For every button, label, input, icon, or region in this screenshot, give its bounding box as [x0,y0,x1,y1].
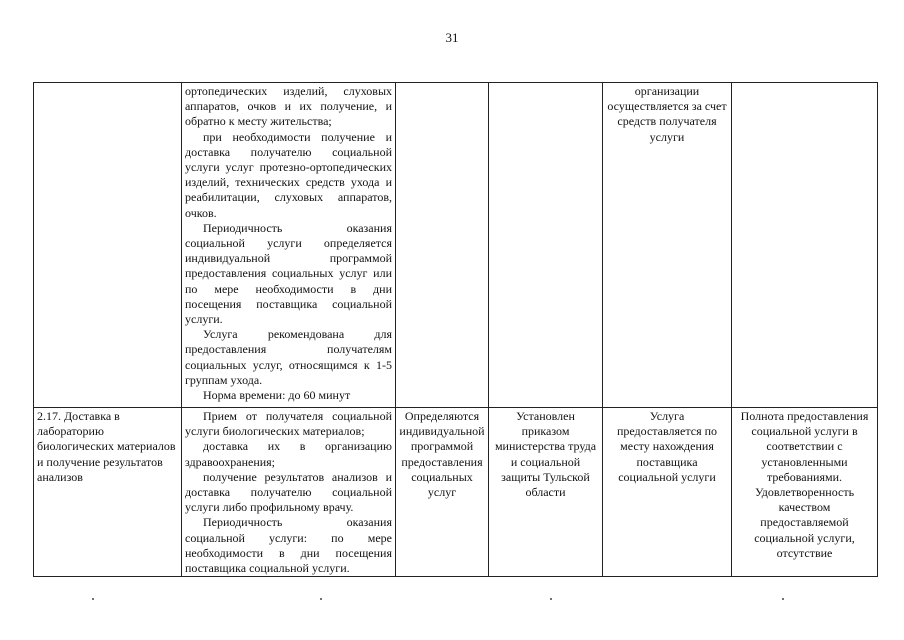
conditions-cell [603,83,732,408]
quality-cell [732,408,878,577]
tariff-text: Установлен приказом министерства труда и социальной защиты Тульской области [494,409,597,500]
volume-cell [396,408,489,577]
scan-dot [782,598,784,600]
scan-dot [320,598,322,600]
description-paragraph: получение результатов анализов и доставка получателю социальной услуги либо профильному врачу. [185,469,392,515]
volume-text: Определяются индивидуальной программой предоставления социальных услуг [399,409,485,500]
page-number: 31 [445,30,459,45]
description-paragraph: Периодичность оказания социальной услуги: по мере необходимости в дни посещения поставщика социальной услуги. [185,515,392,576]
tariff-cell [489,408,603,577]
quality-text: Полнота предоставления социальной услуги в соответствии с установленными требованиями. Удовлетворенность качеством предоставляемой социальной услуги, отсутствие [740,409,869,560]
volume-cell [396,83,489,408]
service-name-cell [34,408,182,577]
conditions-cell [603,408,732,577]
scan-artifacts [0,598,904,604]
service-description-cell [182,83,396,408]
conditions-text: организации осуществляется за счет средств получателя услуги [607,84,727,144]
tariff-cell [489,83,603,408]
services-table [33,82,878,577]
description-paragraph: доставка их в организацию здравоохранения; [185,439,392,469]
scan-dot [92,598,94,600]
description-paragraph: Прием от получателя социальной услуги биологических материалов; [185,409,392,439]
conditions-text: Услуга предоставляется по месту нахождения поставщика социальной услуги [616,409,718,484]
table-row [34,408,878,577]
service-name-cell [34,83,182,408]
description-paragraph: Норма времени: до 60 минут [203,388,351,403]
scan-dot [550,598,552,600]
quality-cell [732,83,878,408]
description-paragraph: при необходимости получение и доставка получателю социальной услуги услуг протезно-ортопедических изделий, технических средств ухода и реабилитации, слуховых аппаратов, очков. [185,129,392,220]
description-paragraph: Услуга рекомендована для предоставления получателям социальных услуг, относящимся к 1-5 группам ухода. [185,327,392,387]
description-paragraph: Периодичность оказания социальной услуги определяется индивидуальной программой предоставления социальных услуг или по мере необходимости в дни посещения поставщика социальной услуги. [185,220,392,327]
table-row [34,83,878,408]
service-description-cell [182,408,396,577]
description-paragraph: ортопедических изделий, слуховых аппаратов, очков и их получение, и обратно к месту жительства; [185,84,392,129]
service-name: 2.17. Доставка в лабораторию биологических материалов и получение результатов анализов [37,409,176,484]
